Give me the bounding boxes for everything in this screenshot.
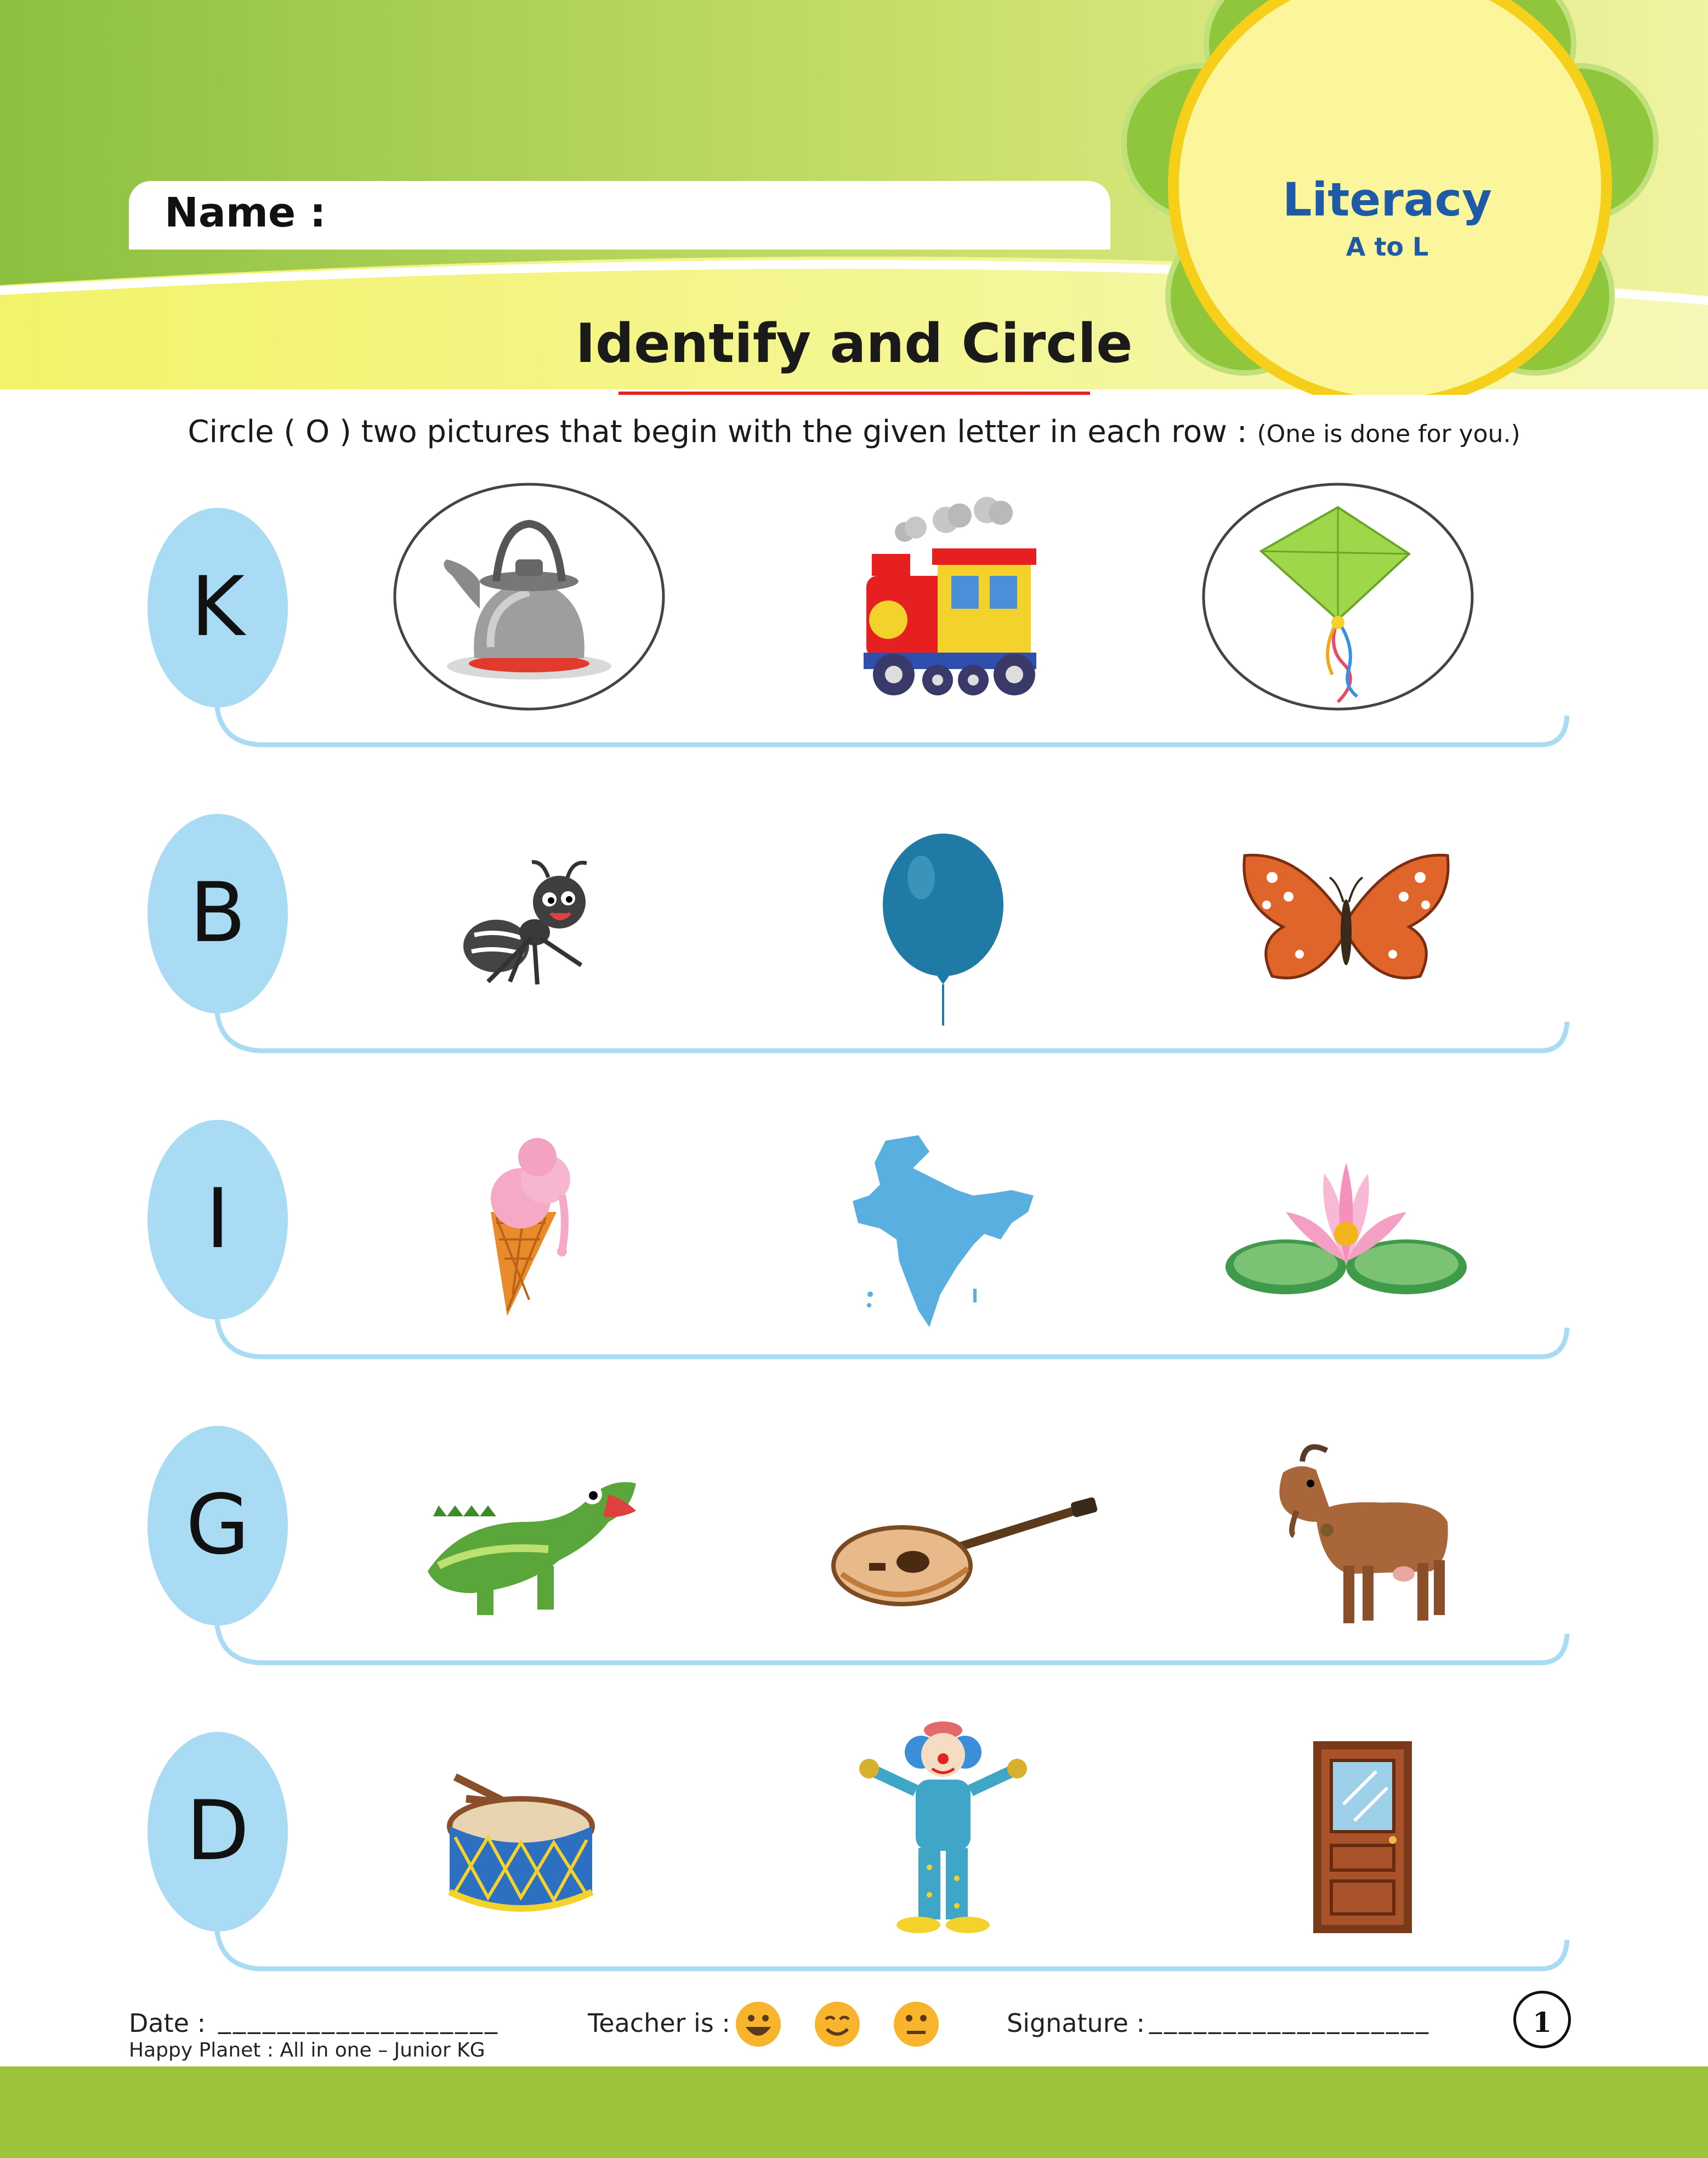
balloon-picture[interactable] xyxy=(877,828,1009,1031)
instruction-note: (One is done for you.) xyxy=(1257,420,1520,448)
instruction-main: Circle ( O ) two pictures that begin with the given letter in each row : xyxy=(188,414,1257,450)
signature-label: Signature : xyxy=(1007,2008,1145,2038)
bottom-bar xyxy=(0,2066,1708,2158)
train-picture[interactable] xyxy=(855,494,1042,713)
signature-blank[interactable]: ___________________ xyxy=(1149,2004,1431,2034)
date-label: Date : xyxy=(129,2008,206,2038)
ice-cream-picture[interactable] xyxy=(480,1135,584,1322)
book-title: Happy Planet : All in one – Junior KG xyxy=(129,2039,485,2061)
page-title: Identify and Circle xyxy=(575,313,1133,375)
teacher-label: Teacher is : xyxy=(588,2008,730,2038)
title-underline xyxy=(618,392,1090,395)
clown-picture[interactable] xyxy=(853,1719,1034,1944)
butterfly-picture[interactable] xyxy=(1234,845,1459,998)
smiling-face-icon[interactable] xyxy=(814,2001,861,2048)
row-letter-i: I xyxy=(205,1171,230,1267)
row-letter-g: G xyxy=(185,1477,250,1573)
happy-face-icon[interactable] xyxy=(735,2001,782,2048)
drum-picture[interactable] xyxy=(444,1766,603,1925)
date-blank[interactable]: ___________________ xyxy=(218,2004,500,2034)
india-map-picture[interactable] xyxy=(847,1130,1036,1338)
subject-title: Literacy xyxy=(1282,173,1493,226)
lotus-picture[interactable] xyxy=(1225,1152,1467,1300)
neutral-face-icon[interactable] xyxy=(893,2001,940,2048)
row-letter-b: B xyxy=(189,865,246,961)
door-picture[interactable] xyxy=(1310,1738,1415,1936)
crocodile-picture[interactable] xyxy=(417,1462,642,1626)
row-letter-d: D xyxy=(186,1783,249,1879)
kettle-picture[interactable] xyxy=(392,483,666,718)
subject-subtitle: A to L xyxy=(1346,232,1429,262)
page-number: 1 xyxy=(1513,1991,1571,2048)
goat-picture[interactable] xyxy=(1261,1440,1459,1632)
name-label: Name : xyxy=(164,189,326,236)
ant-picture[interactable] xyxy=(455,856,603,993)
row-letter-k: K xyxy=(190,559,245,655)
instruction-text xyxy=(0,414,1708,450)
guitar-picture[interactable] xyxy=(831,1497,1099,1607)
kite-picture[interactable] xyxy=(1201,483,1475,718)
